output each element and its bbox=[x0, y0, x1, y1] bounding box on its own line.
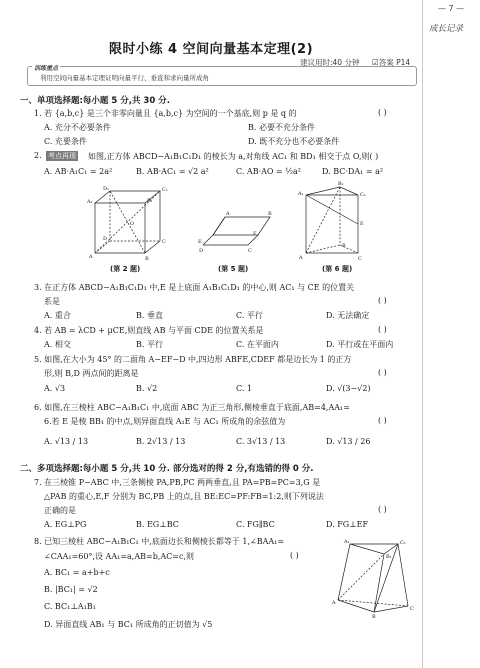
svg-text:B₁: B₁ bbox=[386, 554, 392, 560]
page-number: — 7 — bbox=[438, 4, 464, 13]
q5-option-a: A. √3 bbox=[44, 384, 66, 393]
q7-stem-cont: △PAB 的重心,E,F 分别为 BC,PB 上的点,且 BE:EC=PF:FB=1:2,则下列说法 bbox=[44, 492, 324, 501]
q6-option-b: B. 2√13 / 13 bbox=[136, 437, 186, 446]
svg-text:B: B bbox=[145, 256, 149, 262]
svg-text:A: A bbox=[226, 211, 230, 217]
q5-option-c: C. 1 bbox=[236, 384, 253, 393]
brand-text: 成长记录 bbox=[429, 24, 464, 34]
q7-stem-cont-2: 正确的是 bbox=[44, 506, 76, 515]
q2-option-d: D. BC·DA₁ = a² bbox=[322, 167, 384, 176]
q3-paren: ( ) bbox=[378, 296, 387, 305]
svg-text:B: B bbox=[268, 211, 272, 217]
q3-option-c: C. 平行 bbox=[236, 311, 263, 320]
q4-option-a: A. 相交 bbox=[44, 340, 71, 349]
q5-option-b: B. √2 bbox=[136, 384, 158, 393]
q7-paren: ( ) bbox=[378, 505, 387, 514]
svg-text:C: C bbox=[358, 256, 362, 262]
q2-option-a: A. AB·A₁C₁ = 2a² bbox=[44, 167, 113, 176]
q5-option-d: D. √(3−√2) bbox=[326, 384, 371, 393]
q8-option-c: C. BC₁⊥A₁B₁ bbox=[44, 602, 96, 611]
q2-number: 2. bbox=[34, 151, 42, 160]
q5-paren: ( ) bbox=[378, 368, 387, 377]
q1-stem: 1. 若 {a,b,c} 是三个非零向量且 {a,b,c} 为空间的一个基底,则 p 是 q 的 bbox=[34, 109, 297, 118]
q5-stem: 5. 如图,在大小为 45° 的二面角 A−EF−D 中,四边形 ABFE,CDEF 都是边长为 1 的正方 bbox=[34, 355, 352, 364]
svg-text:E: E bbox=[360, 221, 364, 227]
svg-text:D: D bbox=[199, 248, 204, 254]
q4-paren: ( ) bbox=[378, 325, 387, 334]
q8-stem-cont: ∠CAA₁=60°,设 AA₁=a,AB=b,AC=c,则 bbox=[44, 552, 194, 561]
q6-option-a: A. √13 / 13 bbox=[44, 437, 89, 446]
page-title: 限时小练 4 空间向量基本定理(2) bbox=[108, 42, 314, 57]
q7-option-b: B. EG⊥BC bbox=[136, 520, 179, 529]
section-2-heading: 二、多项选择题:每小题 5 分,共 10 分. 部分选对的得 2 分,有选错的得 0 分. bbox=[20, 464, 314, 474]
q3-option-d: D. 无法确定 bbox=[326, 311, 370, 320]
figure-2-caption: (第 2 题) bbox=[110, 265, 141, 273]
q4-option-b: B. 平行 bbox=[136, 340, 163, 349]
q6-stem-cont: 6.若 E 是棱 BB₁ 的中点,则异面直线 A₁E 与 AC₁ 所成角的余弦值为 bbox=[44, 417, 286, 426]
q7-option-d: D. FG⊥EF bbox=[326, 520, 369, 529]
q6-paren: ( ) bbox=[378, 416, 387, 425]
q3-stem: 3. 在正方体 ABCD−A₁B₁C₁D₁ 中,E 是上底面 A₁B₁C₁D₁ 的中心,则 AC₁ 与 CE 的位置关 bbox=[34, 283, 355, 292]
svg-text:C₁: C₁ bbox=[360, 192, 366, 198]
q1-paren: ( ) bbox=[378, 108, 387, 117]
svg-text:A₁: A₁ bbox=[87, 199, 93, 205]
q8-option-a: A. BC₁ = a+b+c bbox=[44, 568, 110, 577]
svg-text:A: A bbox=[299, 255, 303, 261]
figure-6-caption: (第 6 题) bbox=[322, 265, 353, 273]
q2-tag: 考点再现 bbox=[48, 152, 76, 160]
answer-reference: ☑答案 P14 bbox=[372, 58, 411, 67]
figure-6-prism bbox=[298, 183, 383, 265]
q1-option-a: A. 充分不必要条件 bbox=[44, 123, 111, 132]
svg-text:C₁: C₁ bbox=[162, 187, 168, 193]
q1-option-c: C. 充要条件 bbox=[44, 137, 87, 146]
suggested-time: 建议用时:40 分钟 bbox=[300, 58, 360, 67]
svg-text:A₁: A₁ bbox=[344, 539, 350, 545]
figure-5-dihedral bbox=[198, 205, 278, 260]
svg-text:O: O bbox=[130, 221, 135, 227]
figure-8-prism bbox=[332, 538, 417, 618]
q4-option-c: C. 在平面内 bbox=[236, 340, 279, 349]
q7-option-c: C. FG∥BC bbox=[236, 520, 275, 529]
q7-stem: 7. 在三棱锥 P−ABC 中,三条侧棱 PA,PB,PC 两两垂直,且 PA=PB=PC=3,G 是 bbox=[34, 478, 321, 487]
q8-option-d: D. 异面直线 AB₁ 与 BC₁ 所成角的正切值为 √5 bbox=[44, 620, 213, 629]
svg-text:B: B bbox=[372, 614, 376, 620]
section-1-heading: 一、单项选择题:每小题 5 分,共 30 分. bbox=[20, 96, 170, 106]
svg-text:C: C bbox=[162, 239, 166, 245]
q6-option-d: D. √13 / 26 bbox=[326, 437, 371, 446]
training-focus-tag: 训练重点 bbox=[34, 65, 59, 72]
q1-option-b: B. 必要不充分条件 bbox=[248, 123, 315, 132]
svg-text:F: F bbox=[253, 231, 257, 237]
svg-text:B₁: B₁ bbox=[338, 181, 344, 187]
q6-option-c: C. 3√13 / 13 bbox=[236, 437, 286, 446]
svg-text:A: A bbox=[89, 254, 93, 260]
q4-option-d: D. 平行或在平面内 bbox=[326, 340, 394, 349]
svg-text:D₁: D₁ bbox=[103, 186, 110, 192]
svg-text:D: D bbox=[103, 236, 108, 242]
svg-text:C: C bbox=[410, 606, 414, 612]
svg-text:A₁: A₁ bbox=[298, 191, 304, 197]
training-focus-text: 利用空间向量基本定理证明向量平行、垂直和求向量所成角 bbox=[40, 74, 209, 82]
svg-text:C: C bbox=[248, 248, 252, 254]
svg-text:A: A bbox=[332, 600, 336, 606]
q8-option-b: B. |BC₁| = √2 bbox=[44, 585, 98, 594]
q5-stem-cont: 形,则 B,D 两点间的距离是 bbox=[44, 369, 139, 378]
svg-text:B: B bbox=[342, 243, 346, 249]
q3-option-b: B. 垂直 bbox=[136, 311, 163, 320]
q3-stem-cont: 系是 bbox=[44, 297, 60, 306]
q8-paren: ( ) bbox=[290, 551, 299, 560]
q1-option-d: D. 既不充分也不必要条件 bbox=[248, 137, 340, 146]
margin-rule bbox=[422, 0, 423, 668]
q8-stem: 8. 已知三棱柱 ABC−A₁B₁C₁ 中,底面边长和侧棱长都等于 1,∠BAA₁= bbox=[34, 537, 285, 546]
svg-text:B₁: B₁ bbox=[147, 198, 153, 204]
q7-option-a: A. EG⊥PG bbox=[44, 520, 87, 529]
svg-text:C₁: C₁ bbox=[400, 540, 406, 546]
q2-option-b: B. AB·AC₁ = √2 a² bbox=[136, 167, 209, 176]
figure-5-caption: (第 5 题) bbox=[218, 265, 249, 273]
q2-option-c: C. AB·AO = ½a² bbox=[236, 167, 301, 176]
q4-stem: 4. 若 AB = λCD + μCE,则直线 AB 与平面 CDE 的位置关系是 bbox=[34, 326, 264, 335]
figure-2-cube bbox=[85, 185, 175, 265]
q3-option-a: A. 重合 bbox=[44, 311, 71, 320]
q2-stem: 如图,正方体 ABCD−A₁B₁C₁D₁ 的棱长为 a,对角线 AC₁ 和 BD₁ 相交于点 O,则( ) bbox=[88, 152, 379, 161]
q6-stem: 6. 如图,在三棱柱 ABC−A₁B₁C₁ 中,底面 ABC 为正三角形,侧棱垂直于底面,AB=4,AA₁= bbox=[34, 403, 350, 412]
svg-text:E: E bbox=[198, 239, 202, 245]
